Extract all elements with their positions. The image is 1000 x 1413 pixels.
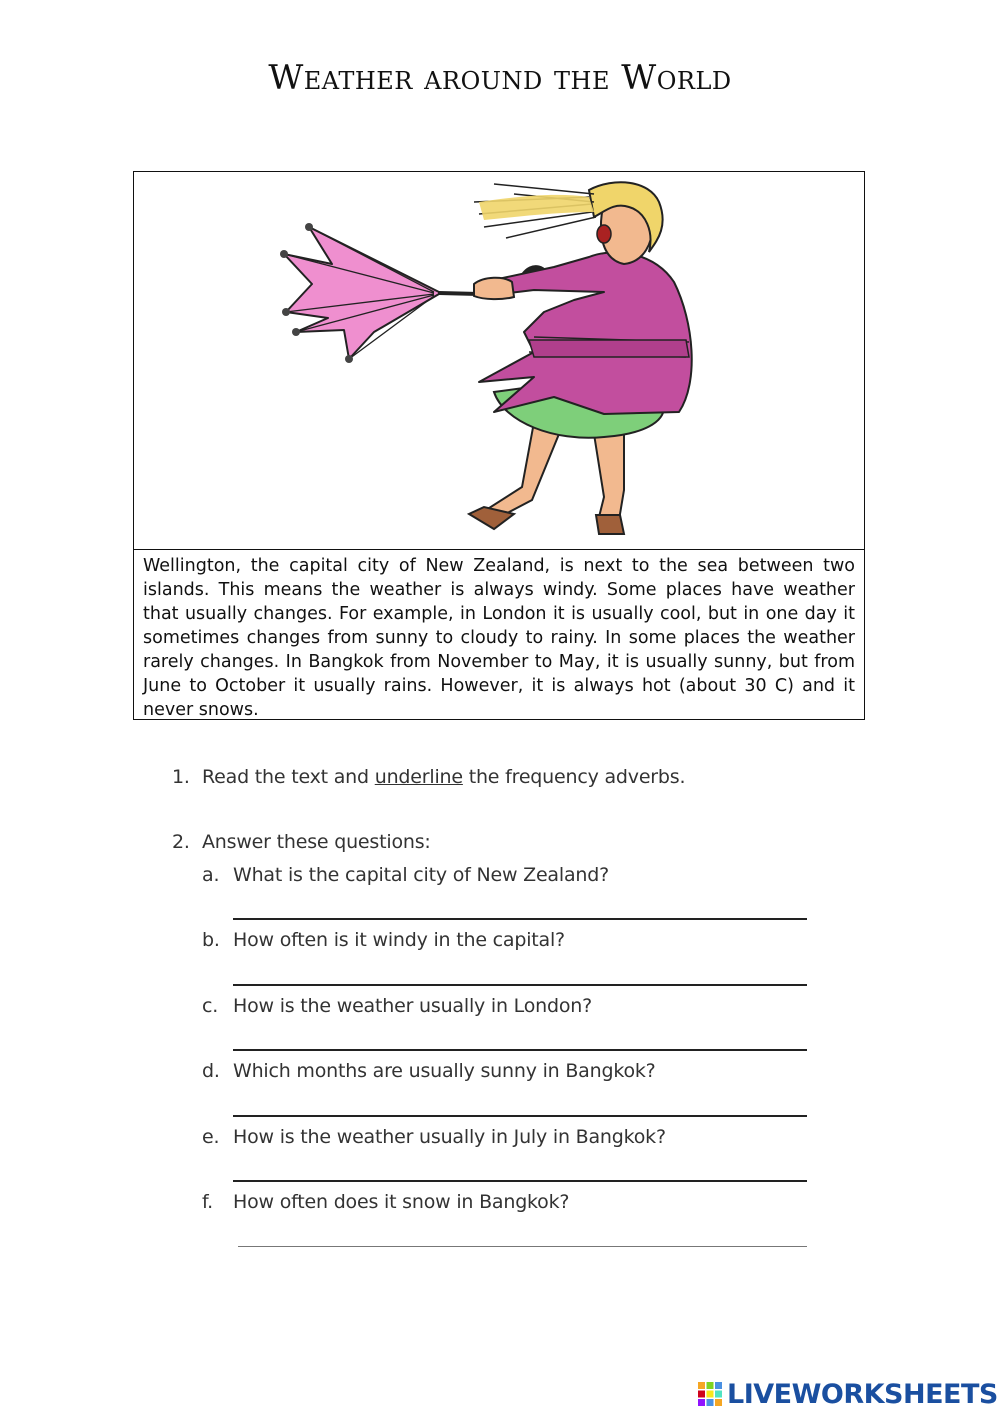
task-2 <box>172 831 431 853</box>
answer-line-f[interactable] <box>238 1246 807 1247</box>
answer-line-c[interactable] <box>233 1049 807 1051</box>
task-text-after: the frequency adverbs. <box>462 766 686 788</box>
frame-divider <box>134 549 864 550</box>
question-text: Which months are usually sunny in Bangkok? <box>233 1060 656 1082</box>
question-text: How is the weather usually in July in Bangkok? <box>233 1126 666 1148</box>
question-letter: b. <box>202 929 220 951</box>
task-number: 1. <box>172 766 190 788</box>
underline-word: underline <box>374 766 463 788</box>
question-e <box>202 1126 666 1148</box>
question-text: How often is it windy in the capital? <box>233 929 565 951</box>
question-text: How is the weather usually in London? <box>233 995 592 1017</box>
legs-shape <box>469 422 624 534</box>
task-number: 2. <box>172 831 190 853</box>
task-text-before: Read the text and <box>202 766 375 788</box>
task-1 <box>172 766 685 788</box>
question-text: How often does it snow in Bangkok? <box>233 1191 570 1213</box>
reading-box <box>133 171 865 720</box>
reading-passage: Wellington, the capital city of New Zealand, is next to the sea between two islands. This means the weather is always windy. Some places have weather that usually changes. For example, in London it is usually cool, but in one day it sometimes changes from sunny to cloudy to rainy. In some places the weather rarely changes. In Bangkok from November to May, it is usually sunny, but from June to October it usually rains. However, it is always hot (about 30 C) and it never snows. <box>143 556 855 720</box>
worksheet-title: Weather around the World <box>268 58 732 98</box>
question-text: What is the capital city of New Zealand? <box>233 864 609 886</box>
question-letter: a. <box>202 864 220 886</box>
question-b <box>202 929 565 951</box>
question-letter: e. <box>202 1126 220 1148</box>
question-letter: c. <box>202 995 219 1017</box>
windy-woman-illustration <box>134 172 863 549</box>
liveworksheets-logo <box>697 1378 998 1410</box>
question-c <box>202 995 592 1017</box>
brand-name: LIVEWORKSHEETS <box>727 1378 998 1410</box>
question-f <box>202 1191 569 1213</box>
answer-line-e[interactable] <box>233 1180 807 1182</box>
answer-line-d[interactable] <box>233 1115 807 1117</box>
question-a <box>202 864 609 886</box>
question-letter: f. <box>202 1191 213 1213</box>
answer-line-b[interactable] <box>233 984 807 986</box>
liveworksheets-grid-icon <box>697 1381 723 1407</box>
question-letter: d. <box>202 1060 220 1082</box>
answer-line-a[interactable] <box>233 918 807 920</box>
question-d <box>202 1060 656 1082</box>
head-shape <box>474 182 663 264</box>
task-text: Answer these questions: <box>202 831 431 853</box>
